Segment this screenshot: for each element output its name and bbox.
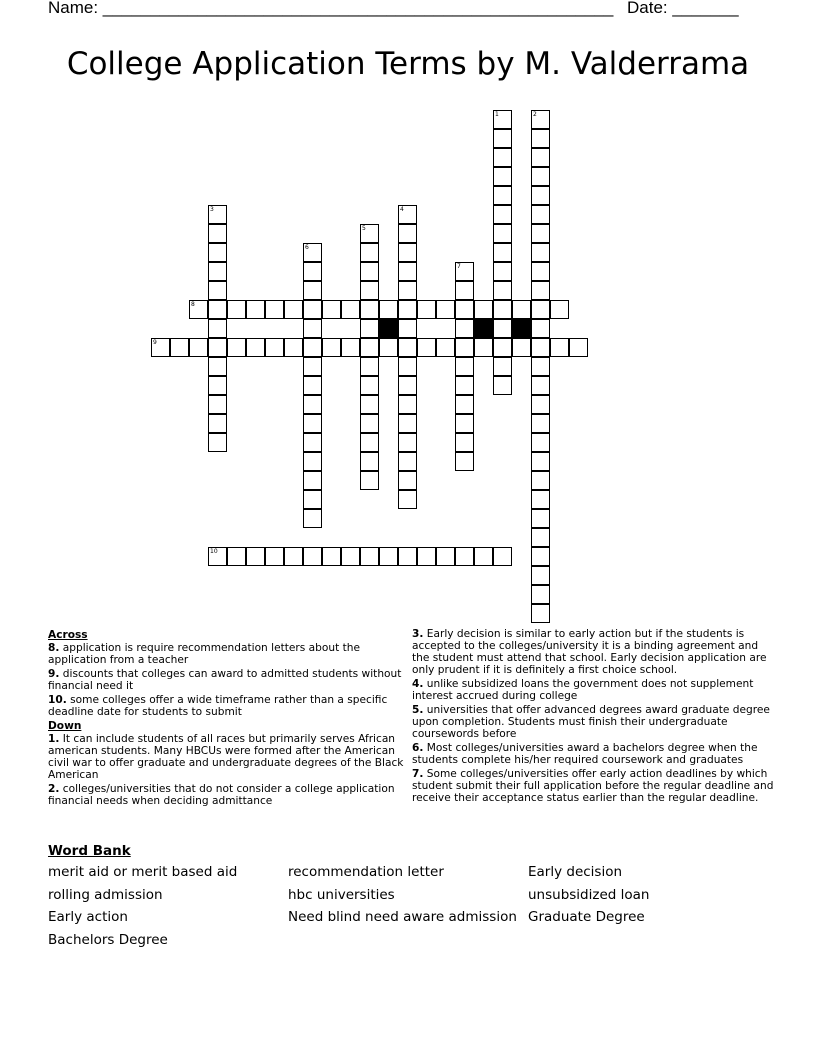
grid-cell[interactable]	[246, 300, 265, 319]
clue-text: It can include students of all races but primarily serves African american students. Many HBCUs were formed after the American civil war to offer graduate and undergraduate degrees of the Black American	[48, 733, 404, 781]
grid-cell[interactable]	[455, 300, 474, 319]
word-bank-item: Need blind need aware admission	[288, 909, 517, 925]
grid-cell[interactable]	[455, 547, 474, 566]
grid-cell[interactable]	[360, 319, 379, 338]
grid-cell[interactable]	[493, 262, 512, 281]
grid-cell[interactable]	[303, 414, 322, 433]
grid-cell[interactable]	[531, 300, 550, 319]
grid-cell[interactable]	[455, 357, 474, 376]
clue-number: 4.	[412, 678, 424, 690]
grid-cell[interactable]	[493, 129, 512, 148]
grid-cell[interactable]	[284, 547, 303, 566]
grid-cell[interactable]	[493, 357, 512, 376]
grid-cell[interactable]	[531, 528, 550, 547]
grid-cell[interactable]	[189, 338, 208, 357]
grid-cell[interactable]	[227, 300, 246, 319]
clue-number: 6.	[412, 742, 424, 754]
grid-cell[interactable]	[360, 338, 379, 357]
grid-cell[interactable]	[227, 547, 246, 566]
grid-cell[interactable]	[303, 319, 322, 338]
grid-cell[interactable]	[398, 281, 417, 300]
grid-cell[interactable]	[322, 547, 341, 566]
grid-cell[interactable]	[493, 167, 512, 186]
clue-text: discounts that colleges can award to admitted students without financial need it	[48, 668, 402, 692]
grid-cell[interactable]	[246, 338, 265, 357]
grid-cell[interactable]	[398, 224, 417, 243]
grid-cell[interactable]	[208, 376, 227, 395]
grid-cell[interactable]	[531, 338, 550, 357]
grid-cell[interactable]	[398, 262, 417, 281]
grid-cell[interactable]	[303, 452, 322, 471]
down-clue	[412, 742, 776, 766]
grid-cell[interactable]	[303, 433, 322, 452]
grid-cell[interactable]	[265, 547, 284, 566]
word-bank-item: recommendation letter	[288, 864, 444, 880]
clues-left-column	[48, 628, 408, 809]
grid-cell[interactable]	[379, 338, 398, 357]
grid-cell[interactable]	[493, 281, 512, 300]
clue-text: unlike subsidized loans the government does not supplement interest accrued during college	[412, 678, 754, 702]
word-bank-item: Graduate Degree	[528, 909, 645, 925]
grid-cell[interactable]	[436, 547, 455, 566]
grid-cell[interactable]	[417, 338, 436, 357]
grid-cell[interactable]	[398, 547, 417, 566]
grid-cell[interactable]	[265, 338, 284, 357]
grid-cell[interactable]	[398, 376, 417, 395]
grid-cell[interactable]	[531, 205, 550, 224]
grid-cell[interactable]	[531, 186, 550, 205]
clue-number-label: 8	[191, 301, 195, 308]
grid-cell[interactable]	[493, 547, 512, 566]
grid-cell[interactable]	[303, 395, 322, 414]
clue-number-label: 7	[457, 263, 461, 270]
down-clue	[48, 733, 408, 781]
grid-cell[interactable]	[398, 319, 417, 338]
grid-cell[interactable]	[303, 471, 322, 490]
grid-cell[interactable]	[360, 471, 379, 490]
grid-cell[interactable]	[398, 433, 417, 452]
across-clue	[48, 694, 408, 718]
grid-cell[interactable]	[208, 414, 227, 433]
grid-cell[interactable]	[531, 129, 550, 148]
clue-text: some colleges offer a wide timeframe rather than a specific deadline date for students to submit	[48, 694, 388, 718]
clues-right-column	[412, 628, 776, 806]
clue-number-label: 4	[400, 206, 404, 213]
word-bank-title: Word Bank	[48, 843, 131, 859]
grid-cell[interactable]	[208, 433, 227, 452]
grid-cell[interactable]	[512, 300, 531, 319]
grid-cell[interactable]	[360, 281, 379, 300]
word-bank-item: Bachelors Degree	[48, 932, 168, 948]
word-bank-item: Early action	[48, 909, 128, 925]
grid-cell[interactable]	[208, 395, 227, 414]
grid-cell[interactable]	[531, 566, 550, 585]
grid-cell[interactable]	[360, 376, 379, 395]
grid-cell[interactable]	[531, 376, 550, 395]
grid-cell[interactable]	[493, 205, 512, 224]
grid-cell[interactable]	[531, 452, 550, 471]
grid-cell[interactable]	[208, 357, 227, 376]
grid-cell[interactable]	[531, 490, 550, 509]
clue-number: 1.	[48, 733, 60, 745]
grid-cell[interactable]	[531, 395, 550, 414]
grid-cell[interactable]	[493, 148, 512, 167]
grid-cell[interactable]	[303, 547, 322, 566]
down-heading: Down	[48, 720, 82, 732]
grid-cell[interactable]	[493, 338, 512, 357]
clue-number-label: 1	[495, 111, 499, 118]
grid-cell[interactable]	[208, 262, 227, 281]
grid-cell[interactable]	[455, 281, 474, 300]
grid-cell[interactable]	[303, 509, 322, 528]
clue-text: Some colleges/universities offer early action deadlines by which student submit their full application before the regular deadline and receive their acceptance status earlier than the regular deadline.	[412, 768, 774, 804]
clue-number: 2.	[48, 783, 60, 795]
grid-cell[interactable]	[341, 300, 360, 319]
grid-cell[interactable]	[493, 224, 512, 243]
grid-cell[interactable]	[398, 300, 417, 319]
grid-cell[interactable]	[531, 414, 550, 433]
grid-cell[interactable]	[303, 490, 322, 509]
grid-cell[interactable]	[531, 319, 550, 338]
grid-cell[interactable]	[493, 376, 512, 395]
grid-cell[interactable]	[303, 281, 322, 300]
word-bank-item: merit aid or merit based aid	[48, 864, 238, 880]
clue-number-label: 9	[153, 339, 157, 346]
grid-cell[interactable]	[531, 471, 550, 490]
grid-cell[interactable]	[303, 376, 322, 395]
grid-cell[interactable]	[303, 262, 322, 281]
grid-cell[interactable]	[398, 243, 417, 262]
grid-cell[interactable]	[474, 338, 493, 357]
grid-block-cell	[474, 319, 493, 338]
grid-cell[interactable]	[227, 338, 246, 357]
grid-cell[interactable]	[322, 300, 341, 319]
grid-cell[interactable]	[436, 300, 455, 319]
clue-text: application is require recommendation letters about the application from a teacher	[48, 642, 360, 666]
grid-cell[interactable]	[455, 414, 474, 433]
grid-cell[interactable]	[531, 604, 550, 623]
grid-cell[interactable]	[303, 357, 322, 376]
grid-cell[interactable]	[531, 281, 550, 300]
grid-cell[interactable]	[398, 395, 417, 414]
grid-cell[interactable]	[531, 148, 550, 167]
grid-cell[interactable]	[493, 319, 512, 338]
down-clue	[412, 628, 776, 676]
clue-text: universities that offer advanced degrees award graduate degree upon completion. Students must finish their undergraduate coursewords before	[412, 704, 770, 740]
grid-cell[interactable]	[493, 186, 512, 205]
grid-cell[interactable]	[474, 547, 493, 566]
grid-cell[interactable]	[284, 300, 303, 319]
across-clue	[48, 668, 408, 692]
grid-cell[interactable]	[246, 547, 265, 566]
grid-cell[interactable]	[208, 281, 227, 300]
grid-cell[interactable]	[436, 338, 455, 357]
grid-cell[interactable]	[531, 262, 550, 281]
clue-number: 3.	[412, 628, 424, 640]
grid-cell[interactable]	[360, 395, 379, 414]
grid-cell[interactable]	[341, 338, 360, 357]
clue-text: colleges/universities that do not consider a college application financial needs when deciding admittance	[48, 783, 395, 807]
grid-cell[interactable]	[531, 547, 550, 566]
grid-cell[interactable]	[170, 338, 189, 357]
grid-cell[interactable]	[531, 167, 550, 186]
grid-cell[interactable]	[360, 243, 379, 262]
clue-number: 9.	[48, 668, 60, 680]
date-line: Date: _______	[627, 0, 739, 17]
grid-block-cell	[379, 319, 398, 338]
grid-cell[interactable]	[303, 300, 322, 319]
grid-cell[interactable]	[531, 433, 550, 452]
clue-number: 7.	[412, 768, 424, 780]
grid-cell[interactable]	[531, 243, 550, 262]
clue-number-label: 6	[305, 244, 309, 251]
grid-cell[interactable]	[550, 338, 569, 357]
grid-cell[interactable]	[474, 300, 493, 319]
grid-cell[interactable]	[531, 224, 550, 243]
grid-cell[interactable]	[379, 547, 398, 566]
grid-cell[interactable]	[303, 338, 322, 357]
clue-number: 8.	[48, 642, 60, 654]
word-bank-item: unsubsidized loan	[528, 887, 650, 903]
grid-cell[interactable]	[208, 224, 227, 243]
down-clue	[412, 704, 776, 740]
grid-cell[interactable]	[531, 357, 550, 376]
grid-cell[interactable]	[360, 262, 379, 281]
grid-cell[interactable]	[341, 547, 360, 566]
clue-text: Most colleges/universities award a bachelors degree when the students complete his/her required coursework and graduates	[412, 742, 758, 766]
word-bank-item: hbc universities	[288, 887, 395, 903]
grid-cell[interactable]	[265, 300, 284, 319]
word-bank-item: rolling admission	[48, 887, 163, 903]
grid-cell[interactable]	[531, 585, 550, 604]
clue-number-label: 3	[210, 206, 214, 213]
grid-block-cell	[512, 319, 531, 338]
grid-cell[interactable]	[208, 243, 227, 262]
grid-cell[interactable]	[493, 243, 512, 262]
grid-cell[interactable]	[417, 547, 436, 566]
page-title: College Application Terms by M. Valderrama	[66, 46, 750, 82]
grid-cell[interactable]	[398, 357, 417, 376]
grid-cell[interactable]	[322, 338, 341, 357]
grid-cell[interactable]	[360, 414, 379, 433]
clue-text: Early decision is similar to early action but if the students is accepted to the colleges/university it is a binding agreement and the student must attend that school. Early decision application are only prudent if it is definitely a first choice school.	[412, 628, 767, 676]
clue-number: 5.	[412, 704, 424, 716]
clue-number: 10.	[48, 694, 67, 706]
grid-cell[interactable]	[455, 319, 474, 338]
across-heading: Across	[48, 629, 88, 641]
grid-cell[interactable]	[398, 452, 417, 471]
grid-cell[interactable]	[569, 338, 588, 357]
grid-cell[interactable]	[398, 471, 417, 490]
grid-cell[interactable]	[284, 338, 303, 357]
grid-cell[interactable]	[455, 395, 474, 414]
grid-cell[interactable]	[531, 509, 550, 528]
grid-cell[interactable]	[455, 452, 474, 471]
grid-cell[interactable]	[455, 376, 474, 395]
clue-number-label: 10	[210, 548, 218, 555]
grid-cell[interactable]	[208, 300, 227, 319]
grid-cell[interactable]	[417, 300, 436, 319]
down-clue	[48, 783, 408, 807]
across-clue	[48, 642, 408, 666]
grid-cell[interactable]	[360, 300, 379, 319]
grid-cell[interactable]	[550, 300, 569, 319]
grid-cell[interactable]	[455, 433, 474, 452]
word-bank	[48, 843, 776, 948]
grid-cell[interactable]	[208, 338, 227, 357]
grid-cell[interactable]	[398, 490, 417, 509]
name-line: Name: ______________________________________________________	[48, 0, 614, 17]
grid-cell[interactable]	[379, 300, 398, 319]
clue-number-label: 2	[533, 111, 537, 118]
down-clue	[412, 678, 776, 702]
grid-cell[interactable]	[360, 357, 379, 376]
word-bank-item: Early decision	[528, 864, 623, 880]
grid-cell[interactable]	[455, 338, 474, 357]
grid-cell[interactable]	[493, 300, 512, 319]
grid-cell[interactable]	[208, 319, 227, 338]
grid-cell[interactable]	[360, 452, 379, 471]
down-clue	[412, 768, 776, 804]
grid-cell[interactable]	[360, 433, 379, 452]
grid-cell[interactable]	[360, 547, 379, 566]
clue-number-label: 5	[362, 225, 366, 232]
grid-cell[interactable]	[398, 414, 417, 433]
grid-cell[interactable]	[398, 338, 417, 357]
grid-cell[interactable]	[512, 338, 531, 357]
